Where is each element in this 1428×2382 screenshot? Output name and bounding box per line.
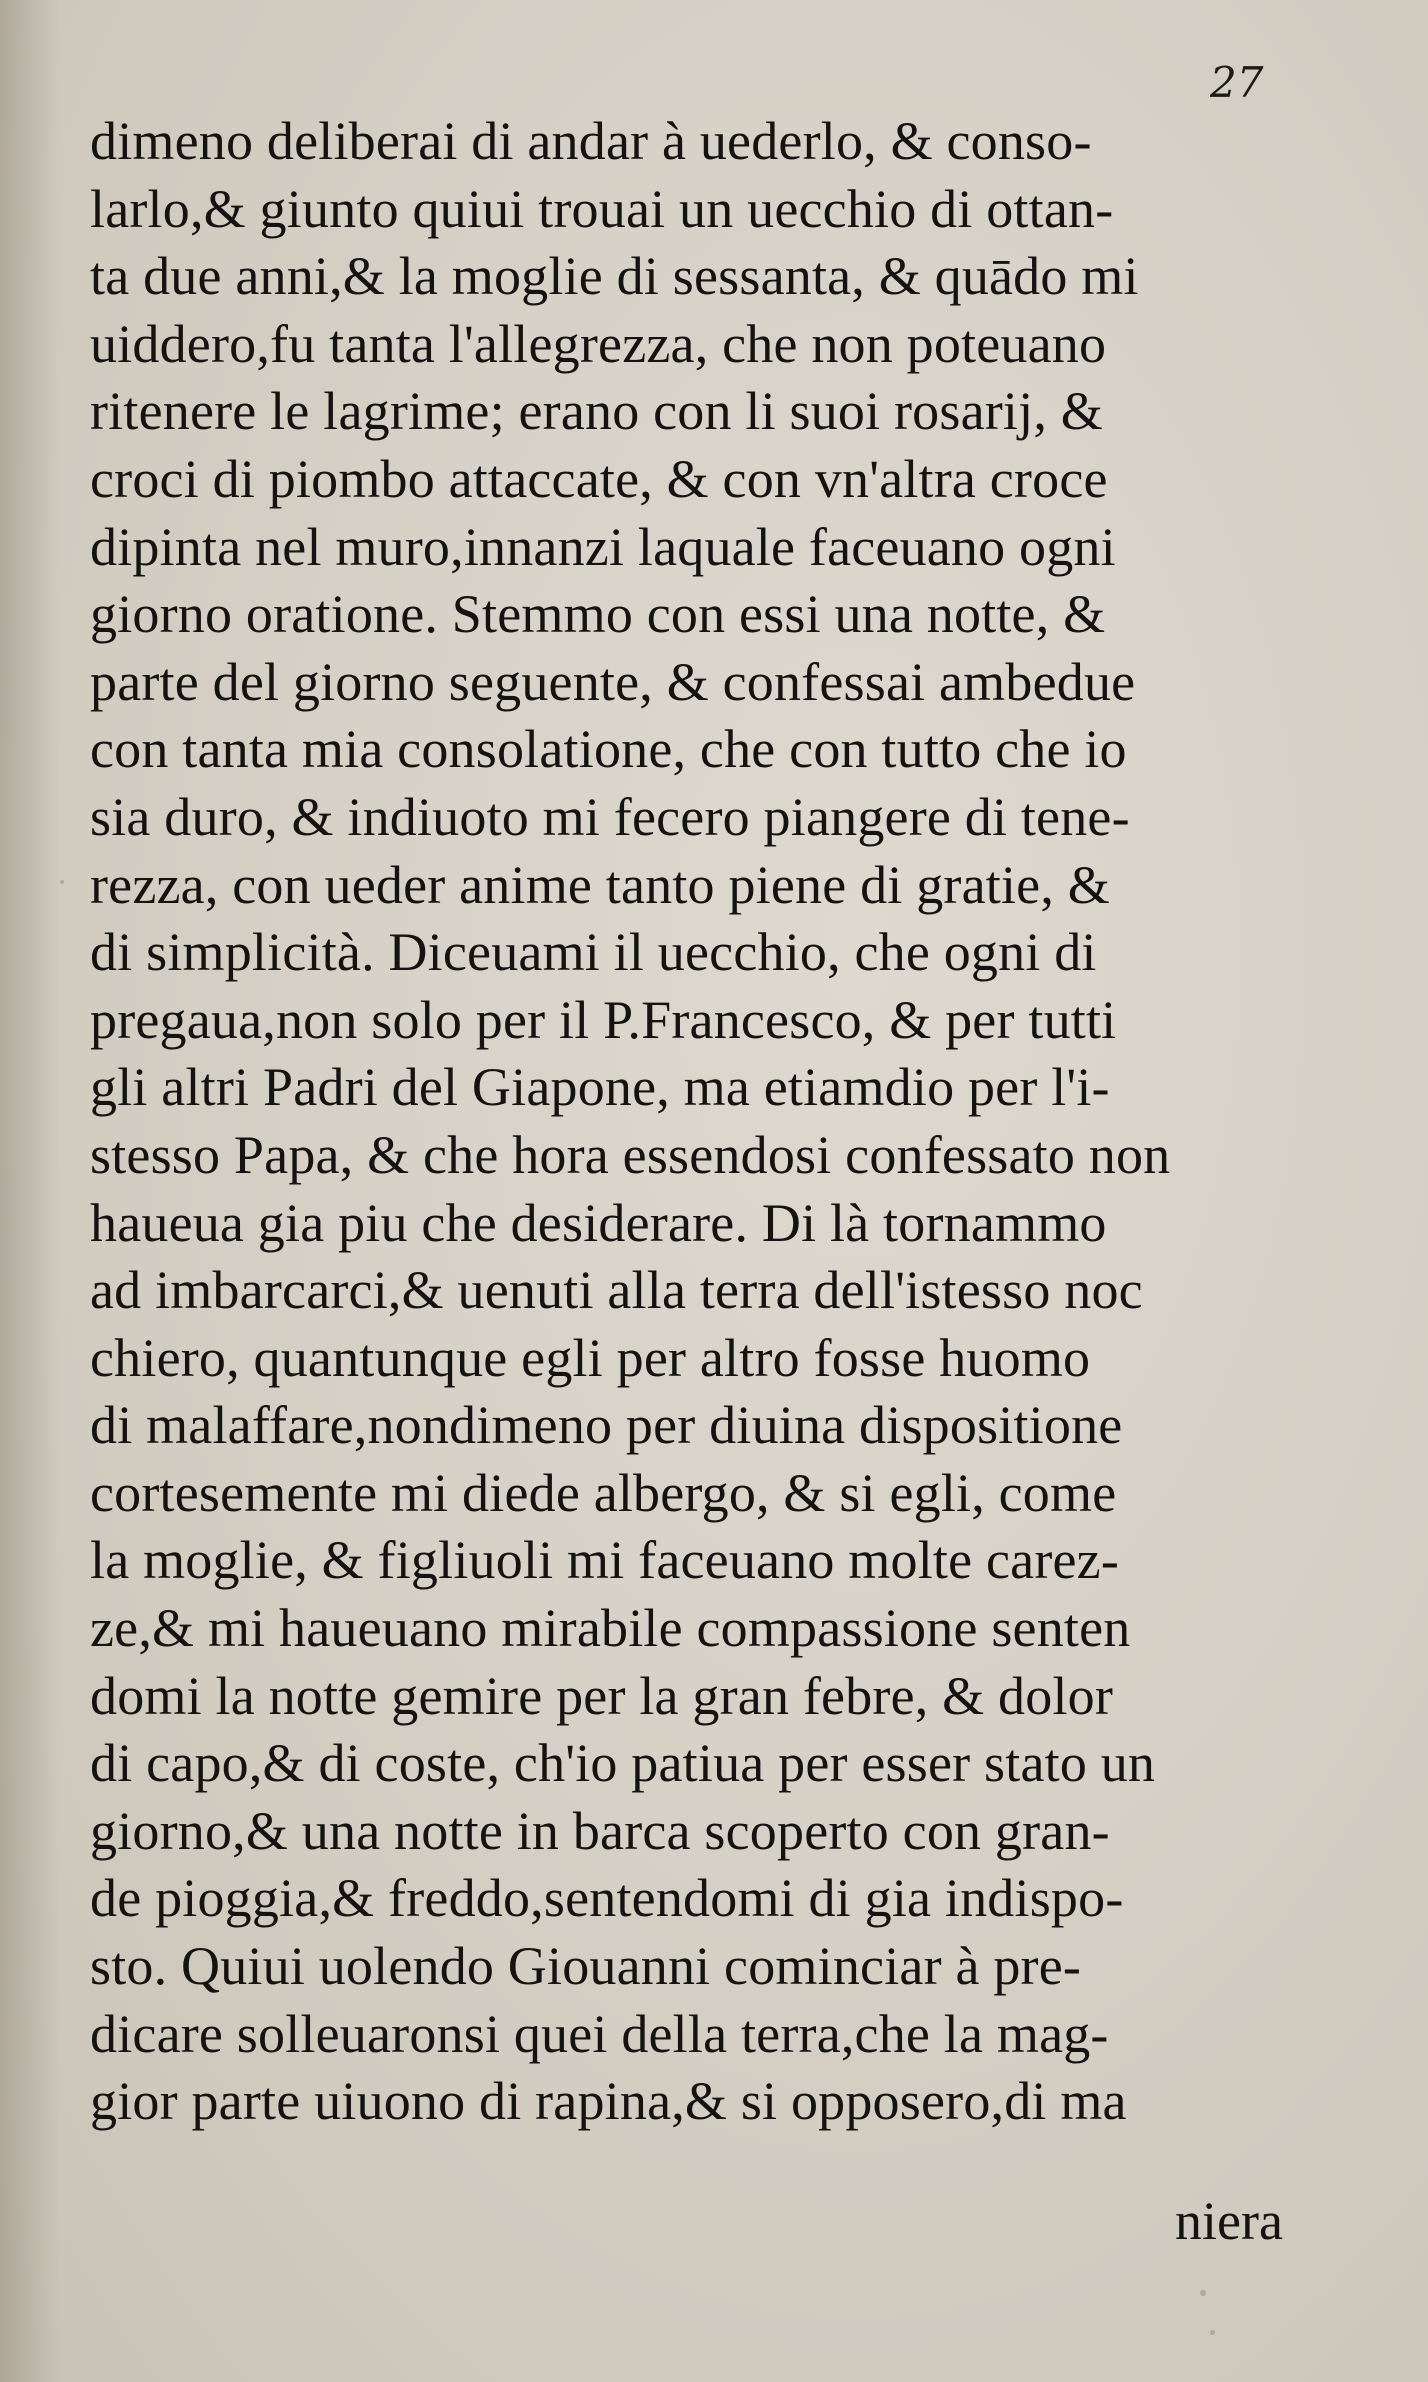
text-line: la moglie, & figliuoli mi faceuano molte carez- [90, 1530, 1120, 1591]
text-line: parte del giorno seguente, & confessai ambedue [90, 651, 1136, 712]
text-line: de pioggia,& freddo,sentendomi di gia indispo- [90, 1868, 1124, 1929]
text-line: rezza, con ueder anime tanto piene di gratie, & [90, 854, 1110, 915]
paper-speck [60, 880, 64, 884]
paper-speck [1200, 2290, 1206, 2296]
text-line: di capo,& di coste, ch'io patiua per esser stato un [90, 1733, 1156, 1794]
text-line: cortesemente mi diede albergo, & si egli, come [90, 1462, 1117, 1523]
page-number: 27 [1210, 58, 1264, 107]
text-line: pregaua,non solo per il P.Francesco, & per tutti [90, 989, 1117, 1050]
text-line: di simplicità. Diceuami il uecchio, che ogni di [90, 922, 1097, 983]
text-line: sto. Quiui uolendo Giouanni cominciar à pre- [90, 1936, 1082, 1997]
text-line: croci di piombo attaccate, & con vn'altra croce [90, 448, 1108, 509]
text-line: haueua gia piu che desiderare. Di là tornammo [90, 1192, 1107, 1253]
body-text [90, 108, 1310, 2136]
gutter-shadow [0, 0, 60, 2382]
text-line: dipinta nel muro,innanzi laquale faceuano ogni [90, 516, 1116, 577]
text-line: uiddero,fu tanta l'allegrezza, che non poteuano [90, 313, 1107, 374]
text-line: ze,& mi haueuano mirabile compassione senten [90, 1598, 1131, 1659]
text-line: giorno oratione. Stemmo con essi una notte, & [90, 584, 1106, 645]
text-line: ritenere le lagrime; erano con li suoi rosarij, & [90, 381, 1103, 442]
text-line: gior parte uiuono di rapina,& si opposero,di ma [90, 2071, 1127, 2132]
text-line: sia duro, & indiuoto mi fecero piangere di tene- [90, 786, 1130, 847]
text-line: domi la notte gemire per la gran febre, & dolor [90, 1665, 1114, 1726]
text-line: dicare solleuaronsi quei della terra,che la mag- [90, 2003, 1109, 2064]
catchword: niera [1175, 2191, 1283, 2251]
text-line: stesso Papa, & che hora essendosi confessato non [90, 1124, 1171, 1185]
paper-speck [1210, 2330, 1215, 2335]
text-line: ta due anni,& la moglie di sessanta, & quādo mi [90, 246, 1139, 307]
text-line: chiero, quantunque egli per altro fosse huomo [90, 1327, 1091, 1388]
text-line: con tanta mia consolatione, che con tutto che io [90, 719, 1127, 780]
text-line: giorno,& una notte in barca scoperto con gran- [90, 1800, 1110, 1861]
text-line: dimeno deliberai di andar à uederlo, & conso- [90, 111, 1092, 171]
text-line: di malaffare,nondimeno per diuina dispositione [90, 1395, 1123, 1456]
text-line: larlo,& giunto quiui trouai un uecchio di ottan- [90, 178, 1114, 239]
text-line: gli altri Padri del Giapone, ma etiamdio per l'i- [90, 1057, 1110, 1118]
text-line: ad imbarcarci,& uenuti alla terra dell'istesso noc [90, 1260, 1143, 1321]
